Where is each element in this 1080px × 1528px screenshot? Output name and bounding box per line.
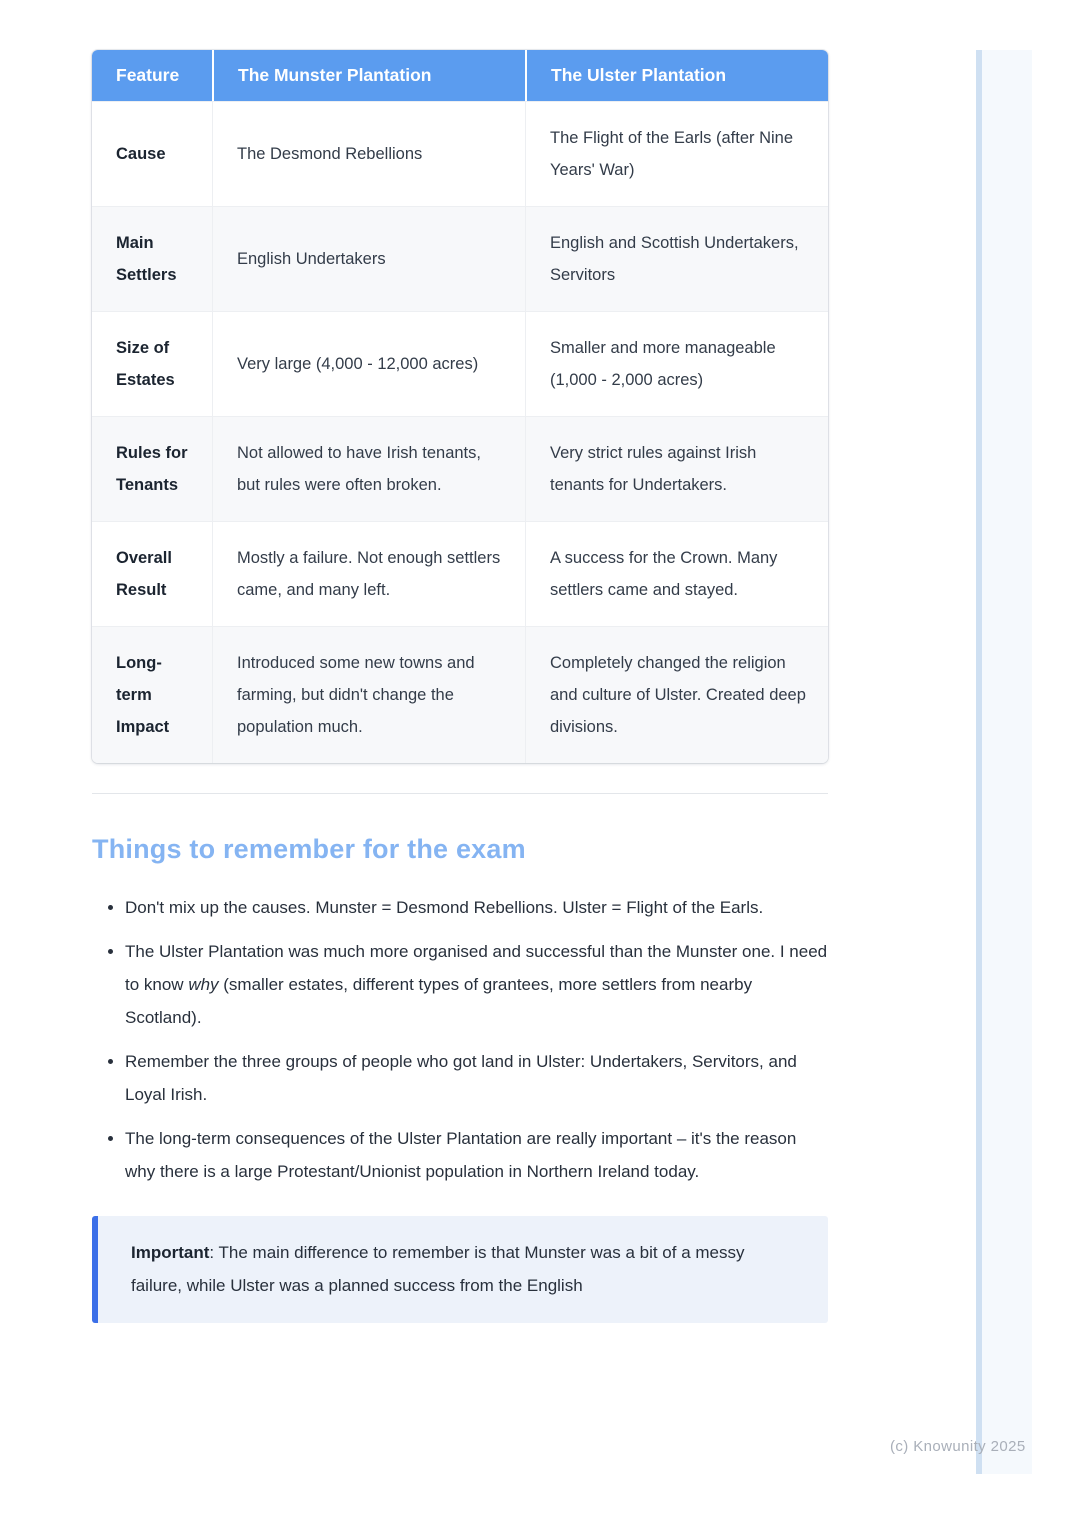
header-feature: Feature [92,50,212,101]
important-callout [92,1216,828,1323]
table-body [92,101,828,763]
note-text: Remember the three groups of people who got land in Ulster: Undertakers, Servitors, and Loyal Irish. [125,1052,797,1104]
cell-munster: Very large (4,000 - 12,000 acres) [212,311,525,416]
cell-ulster: The Flight of the Earls (after Nine Years' War) [525,101,828,206]
list-item [125,935,828,1034]
note-italic-text: why [188,975,219,994]
table-row-result [92,521,828,626]
comparison-table-container [92,50,828,763]
note-text: The Ulster Plantation was much more organised and successful than the Munster one. I need to know [125,942,828,994]
cell-feature: Size of Estates [92,311,212,416]
page-content [92,50,828,1323]
cell-munster: English Undertakers [212,206,525,311]
cell-feature: Overall Result [92,521,212,626]
callout-text: : The main difference to remember is that Munster was a bit of a messy failure, while Ulster was a planned success from the English [131,1243,745,1295]
cell-munster: Introduced some new towns and farming, but didn't change the population much. [212,626,525,763]
table-header [92,50,828,101]
cell-feature: Main Settlers [92,206,212,311]
list-item [125,1122,828,1188]
cell-munster: Mostly a failure. Not enough settlers came, and many left. [212,521,525,626]
table-row-rules [92,416,828,521]
cell-munster: The Desmond Rebellions [212,101,525,206]
cell-feature: Cause [92,101,212,206]
next-page-edge [976,50,1032,1474]
cell-ulster: A success for the Crown. Many settlers came and stayed. [525,521,828,626]
note-text: (smaller estates, different types of grantees, more settlers from nearby Scotland). [125,975,753,1027]
table-row-settlers [92,206,828,311]
cell-feature: Rules for Tenants [92,416,212,521]
section-divider [92,793,828,794]
table-row-size [92,311,828,416]
cell-ulster: English and Scottish Undertakers, Servitors [525,206,828,311]
copyright-watermark: (c) Knowunity 2025 [890,1438,1026,1455]
callout-label: Important [131,1243,210,1262]
table-header-row [92,50,828,101]
cell-ulster: Completely changed the religion and culture of Ulster. Created deep divisions. [525,626,828,763]
list-item [125,1045,828,1111]
exam-notes-list [92,891,828,1188]
note-text: Don't mix up the causes. Munster = Desmond Rebellions. Ulster = Flight of the Earls. [125,898,764,917]
header-munster: The Munster Plantation [212,50,525,101]
table-row-impact [92,626,828,763]
section-heading: Things to remember for the exam [92,834,526,864]
header-ulster: The Ulster Plantation [525,50,828,101]
list-item [125,891,828,924]
cell-ulster: Smaller and more manageable (1,000 - 2,000 acres) [525,311,828,416]
cell-ulster: Very strict rules against Irish tenants for Undertakers. [525,416,828,521]
comparison-table [92,50,828,763]
cell-munster: Not allowed to have Irish tenants, but rules were often broken. [212,416,525,521]
note-text: The long-term consequences of the Ulster Plantation are really important – it's the reason why there is a large Protestant/Unionist population in Northern Ireland today. [125,1129,797,1181]
table-row-cause [92,101,828,206]
cell-feature: Long-term Impact [92,626,212,763]
